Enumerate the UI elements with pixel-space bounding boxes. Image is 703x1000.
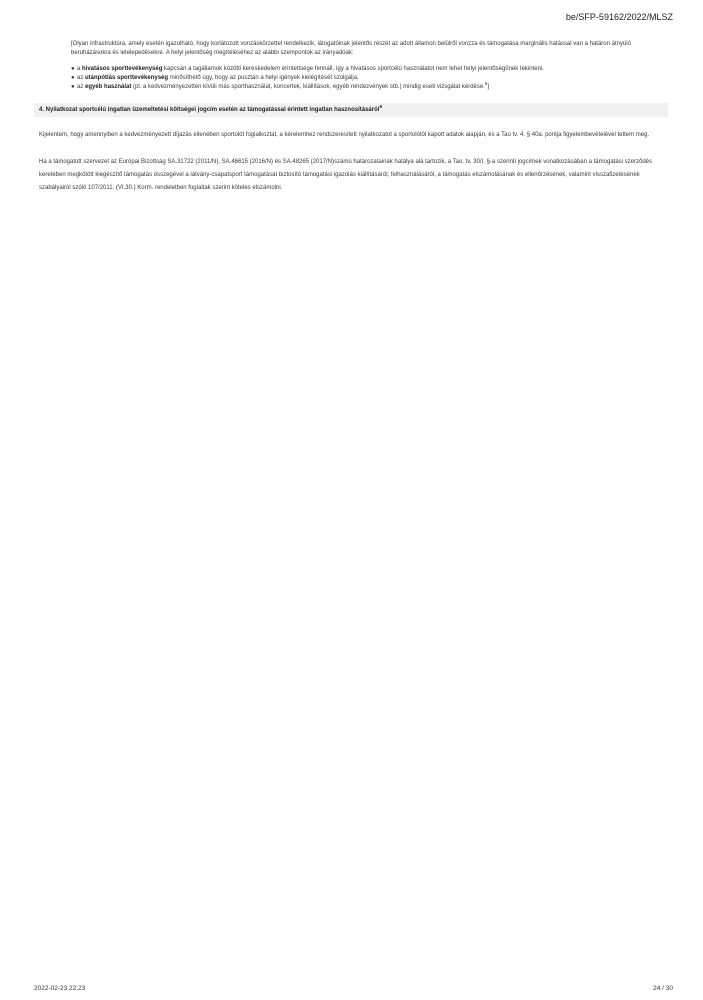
bullet-icon: ● [71, 66, 75, 72]
bullet-icon: ● [71, 84, 75, 90]
footnote-ref[interactable]: 9 [379, 104, 382, 109]
list-item: ● az utánpótlás sporttevékenység minősíthető úgy, hogy az pusztán a helyi igények kielégítését szolgálja, [71, 75, 359, 81]
section-heading: 4. Nyilatkozat sportcélú ingatlan üzemeltetési költségei jogcím esetén az támogatással érintett ingatlan hasznosításáról$^9$ [34, 103, 668, 117]
criterion-title: utánpótlás sporttevékenység [85, 75, 169, 81]
document-reference: be/SFP-59162/2022/MLSZ [565, 12, 673, 22]
page-content [34, 40, 668, 195]
infrastructure-note [34, 40, 668, 92]
accounting-paragraph: Ha a támogatott szervezet az Európai Bizottság SA.31722 (2011/N), SA.46615 (2016/N) és SA.48265 (2017/N)számú határozatainak hatálya alá tartozik, a Tao. tv. 30/I. §-a szerinti jogcímek vonatkozásában a támogatási szerződés keretében megkötött kiegészítő támogatás összegével a látvány-csapatsport támogatását biztosító támogatási igazolás kiállításáról, felhasználásáról, a támogatás elszámolásának és ellenőrzésének, valamint visszafizetésének szabályairól szóló 107/2011. (VI.30.) Korm. rendeletben foglaltak szerint köteles elszámolni. [39, 159, 653, 191]
bullet-icon: ● [71, 75, 75, 81]
list-item: ● a hivatásos sporttevékenység kapcsán a tagállamok közötti kereskedelem érintettsége fennáll, így a hivatásos sportcélú használatot nem lehet helyi jelentőségűnek tekinteni. [71, 66, 544, 72]
footer-timestamp: 2022-02-23 22:23 [34, 985, 86, 992]
list-item: ● az egyéb használat (pl. a kedvezményezetten kívüli más sporthasználat, koncertek, kiállítások, egyéb rendezvények stb.) mindig eseti vizsgálat kérdése.$^8$] [71, 81, 490, 90]
criterion-title: egyéb használat [85, 84, 132, 90]
note-intro: [Olyan infrastruktúra, amely esetén igazolható, hogy korlátozott vonzáskörzettel rendelkezik, látogatóinak jelentős részét az adott államon belülről vonzza és támogatása marginális hatással van a határon átnyúló beruházásokra és letelepedésekre. A helyi jelentőség megítéléséhez az alábbi szempontok az irányadóak: [71, 41, 631, 56]
page-number: 24 / 30 [653, 985, 673, 992]
footnote-ref[interactable]: 8 [484, 81, 488, 86]
criterion-title: hivatásos sporttevékenység [82, 66, 163, 72]
declaration-paragraph: Kijelentem, hogy amennyiben a kedvezményezett díjazás ellenében sportolót foglalkoztat, a kérelemhez rendszeresített nyilatkozatot a sportolótól kapott adatok alapján, és a Tao tv. 4. § 40a. pontja figyelembevételével tettem meg. [39, 132, 650, 138]
criteria-list [71, 65, 668, 92]
